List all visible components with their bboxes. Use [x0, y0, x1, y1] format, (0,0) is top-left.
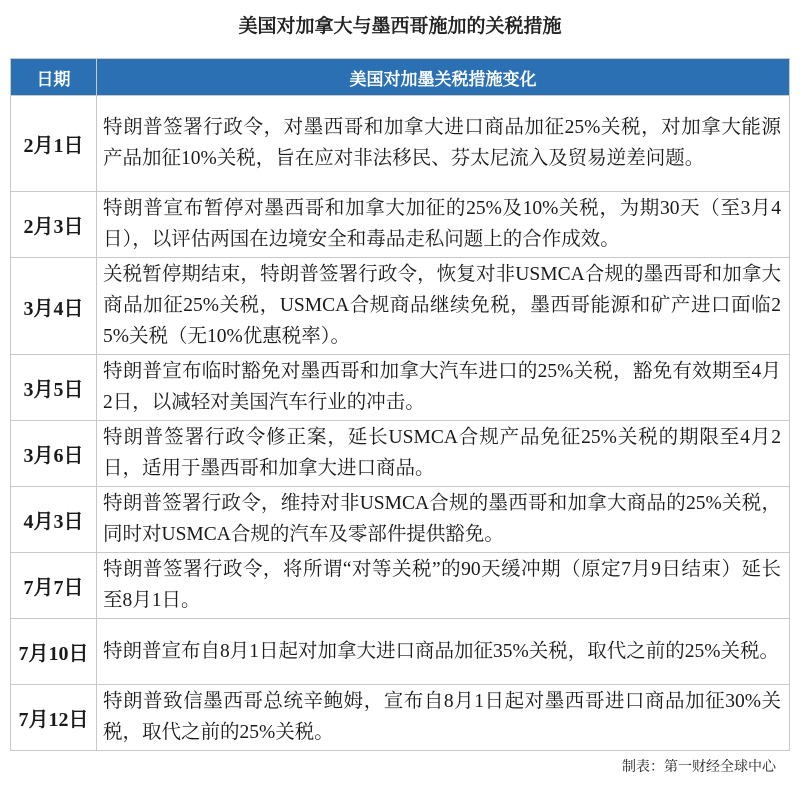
row-date: 3月6日 — [11, 421, 97, 487]
table-row — [11, 421, 790, 487]
table-row — [11, 619, 790, 685]
column-header-date: 日期 — [11, 59, 97, 96]
row-date: 3月4日 — [11, 258, 97, 355]
row-measure-text: 特朗普签署行政令，对墨西哥和加拿大进口商品加征25%关税，对加拿大能源产品加征10%关税，旨在应对非法移民、芬太尼流入及贸易逆差问题。 — [97, 96, 790, 192]
table-row — [11, 553, 790, 619]
table-row — [11, 258, 790, 355]
row-date: 7月10日 — [11, 619, 97, 685]
row-measure-text: 特朗普签署行政令，将所谓“对等关税”的90天缓冲期（原定7月9日结束）延长至8月1日。 — [97, 553, 790, 619]
row-date: 7月12日 — [11, 685, 97, 751]
row-measure-text: 特朗普宣布自8月1日起对加拿大进口商品加征35%关税，取代之前的25%关税。 — [97, 619, 790, 685]
row-measure-text: 特朗普致信墨西哥总统辛鲍姆，宣布自8月1日起对墨西哥进口商品加征30%关税，取代之前的25%关税。 — [97, 685, 790, 751]
row-date: 3月5日 — [11, 355, 97, 421]
page-title: 美国对加拿大与墨西哥施加的关税措施 — [238, 16, 562, 37]
row-date: 7月7日 — [11, 553, 97, 619]
table-credit: 制表：第一财经全球中心 — [622, 758, 776, 774]
table-row — [11, 192, 790, 258]
row-measure-text: 特朗普宣布暂停对墨西哥和加拿大加征的25%及10%关税，为期30天（至3月4日），以评估两国在边境安全和毒品走私问题上的合作成效。 — [97, 192, 790, 258]
column-header-measures: 美国对加墨关税措施变化 — [97, 59, 790, 96]
row-date: 2月1日 — [11, 96, 97, 192]
tariff-table — [10, 58, 790, 751]
row-date: 4月3日 — [11, 487, 97, 553]
table-row — [11, 96, 790, 192]
row-measure-text: 特朗普签署行政令修正案，延长USMCA合规产品免征25%关税的期限至4月2日，适用于墨西哥和加拿大进口商品。 — [97, 421, 790, 487]
table-row — [11, 355, 790, 421]
table-row — [11, 487, 790, 553]
row-measure-text: 特朗普签署行政令，维持对非USMCA合规的墨西哥和加拿大商品的25%关税，同时对USMCA合规的汽车及零部件提供豁免。 — [97, 487, 790, 553]
row-date: 2月3日 — [11, 192, 97, 258]
row-measure-text: 特朗普宣布临时豁免对墨西哥和加拿大汽车进口的25%关税，豁免有效期至4月2日，以减轻对美国汽车行业的冲击。 — [97, 355, 790, 421]
table-row — [11, 685, 790, 751]
table-header-row — [11, 59, 790, 96]
row-measure-text: 关税暂停期结束，特朗普签署行政令，恢复对非USMCA合规的墨西哥和加拿大商品加征25%关税，USMCA合规商品继续免税，墨西哥能源和矿产进口面临25%关税（无10%优惠税率）。 — [97, 258, 790, 355]
